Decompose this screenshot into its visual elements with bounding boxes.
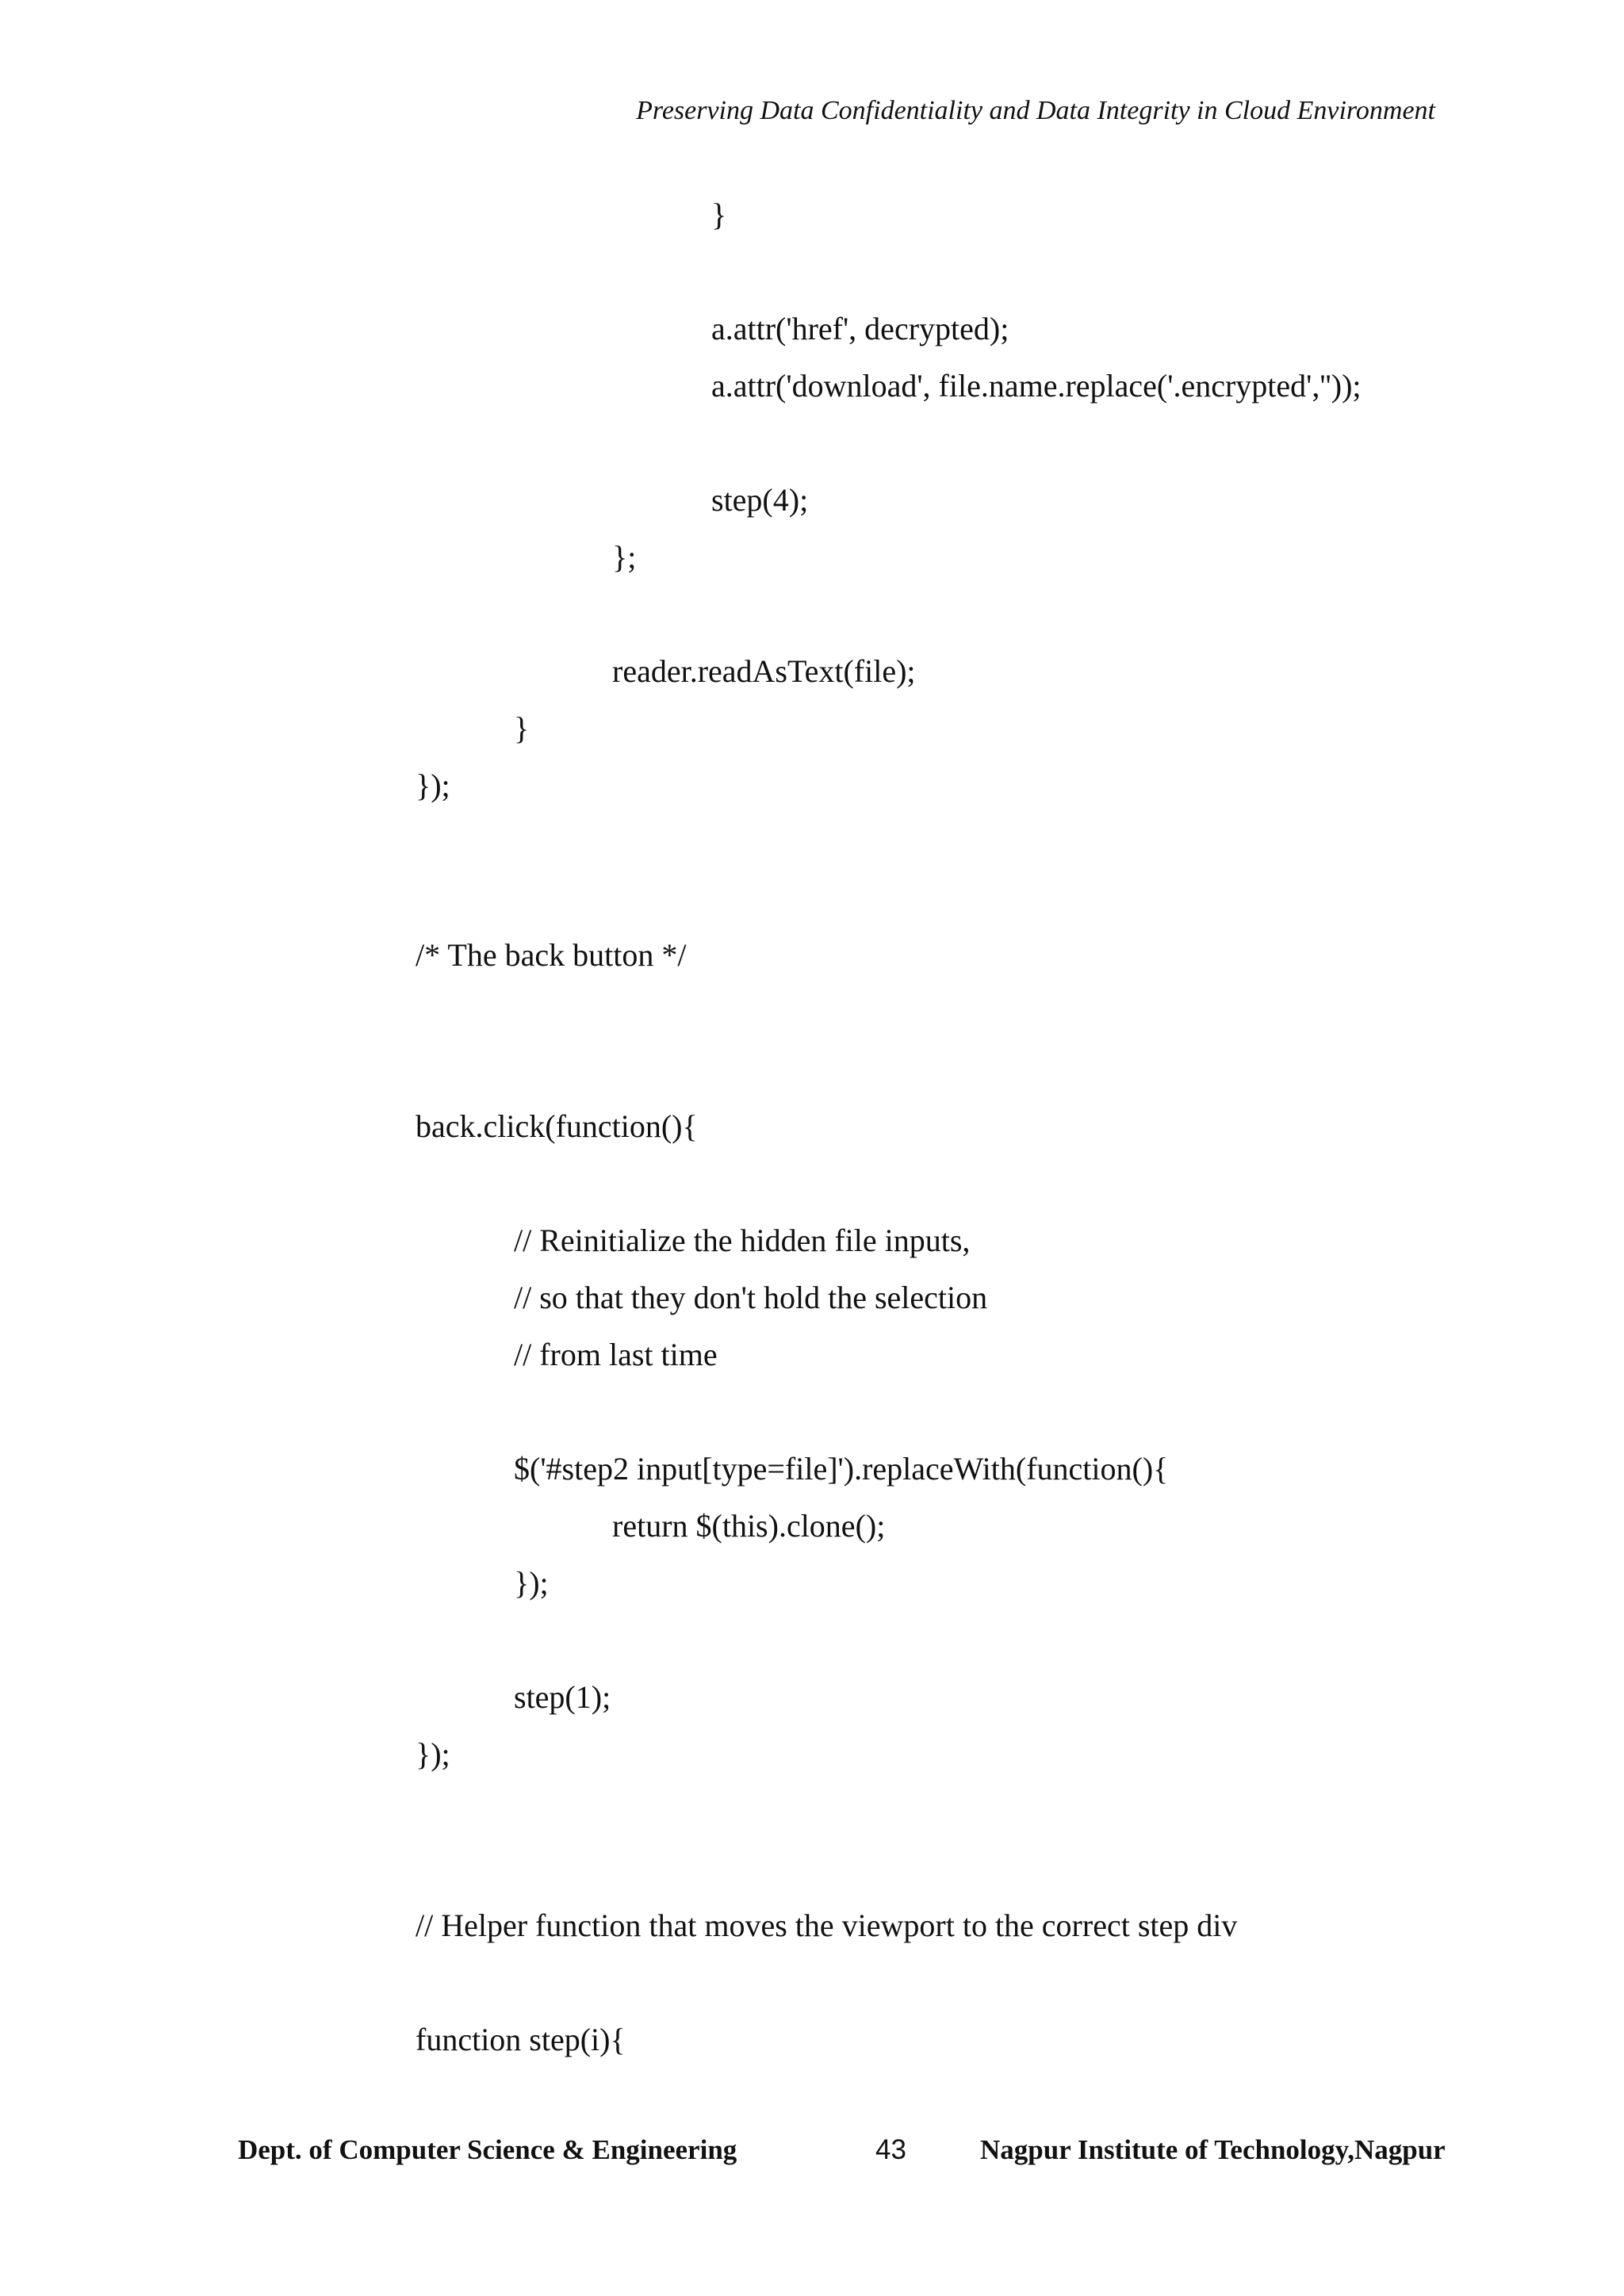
code-comment: // so that they don't hold the selection: [514, 1280, 988, 1315]
code-line: $('#step2 input[type=file]').replaceWith(function(){: [514, 1451, 1169, 1487]
code-comment: /* The back button */: [416, 937, 687, 973]
code-comment: // Helper function that moves the viewport to the correct step div: [416, 1908, 1238, 1943]
code-line: a.attr('download', file.name.replace('.encrypted',''));: [711, 368, 1362, 404]
code-line: }: [711, 197, 727, 232]
footer-page-number: 43: [875, 2134, 906, 2165]
code-line: return $(this).clone();: [612, 1508, 886, 1544]
code-line: step(4);: [711, 482, 809, 518]
code-line: });: [416, 1736, 450, 1772]
code-line: });: [416, 767, 450, 803]
page-header-title: Preserving Data Confidentiality and Data Integrity in Cloud Environment: [636, 96, 1435, 125]
code-line: });: [514, 1565, 549, 1601]
code-comment: // from last time: [514, 1337, 718, 1372]
code-line: step(1);: [514, 1679, 611, 1715]
code-line: };: [612, 539, 637, 575]
footer-institute: Nagpur Institute of Technology,Nagpur: [980, 2134, 1446, 2165]
code-line: back.click(function(){: [416, 1108, 698, 1144]
code-comment: // Reinitialize the hidden file inputs,: [514, 1223, 971, 1258]
code-line: a.attr('href', decrypted);: [711, 311, 1009, 346]
code-line: reader.readAsText(file);: [612, 653, 916, 689]
footer-department: Dept. of Computer Science & Engineering: [238, 2134, 737, 2165]
code-line: }: [514, 710, 530, 746]
code-line: function step(i){: [416, 2022, 626, 2057]
